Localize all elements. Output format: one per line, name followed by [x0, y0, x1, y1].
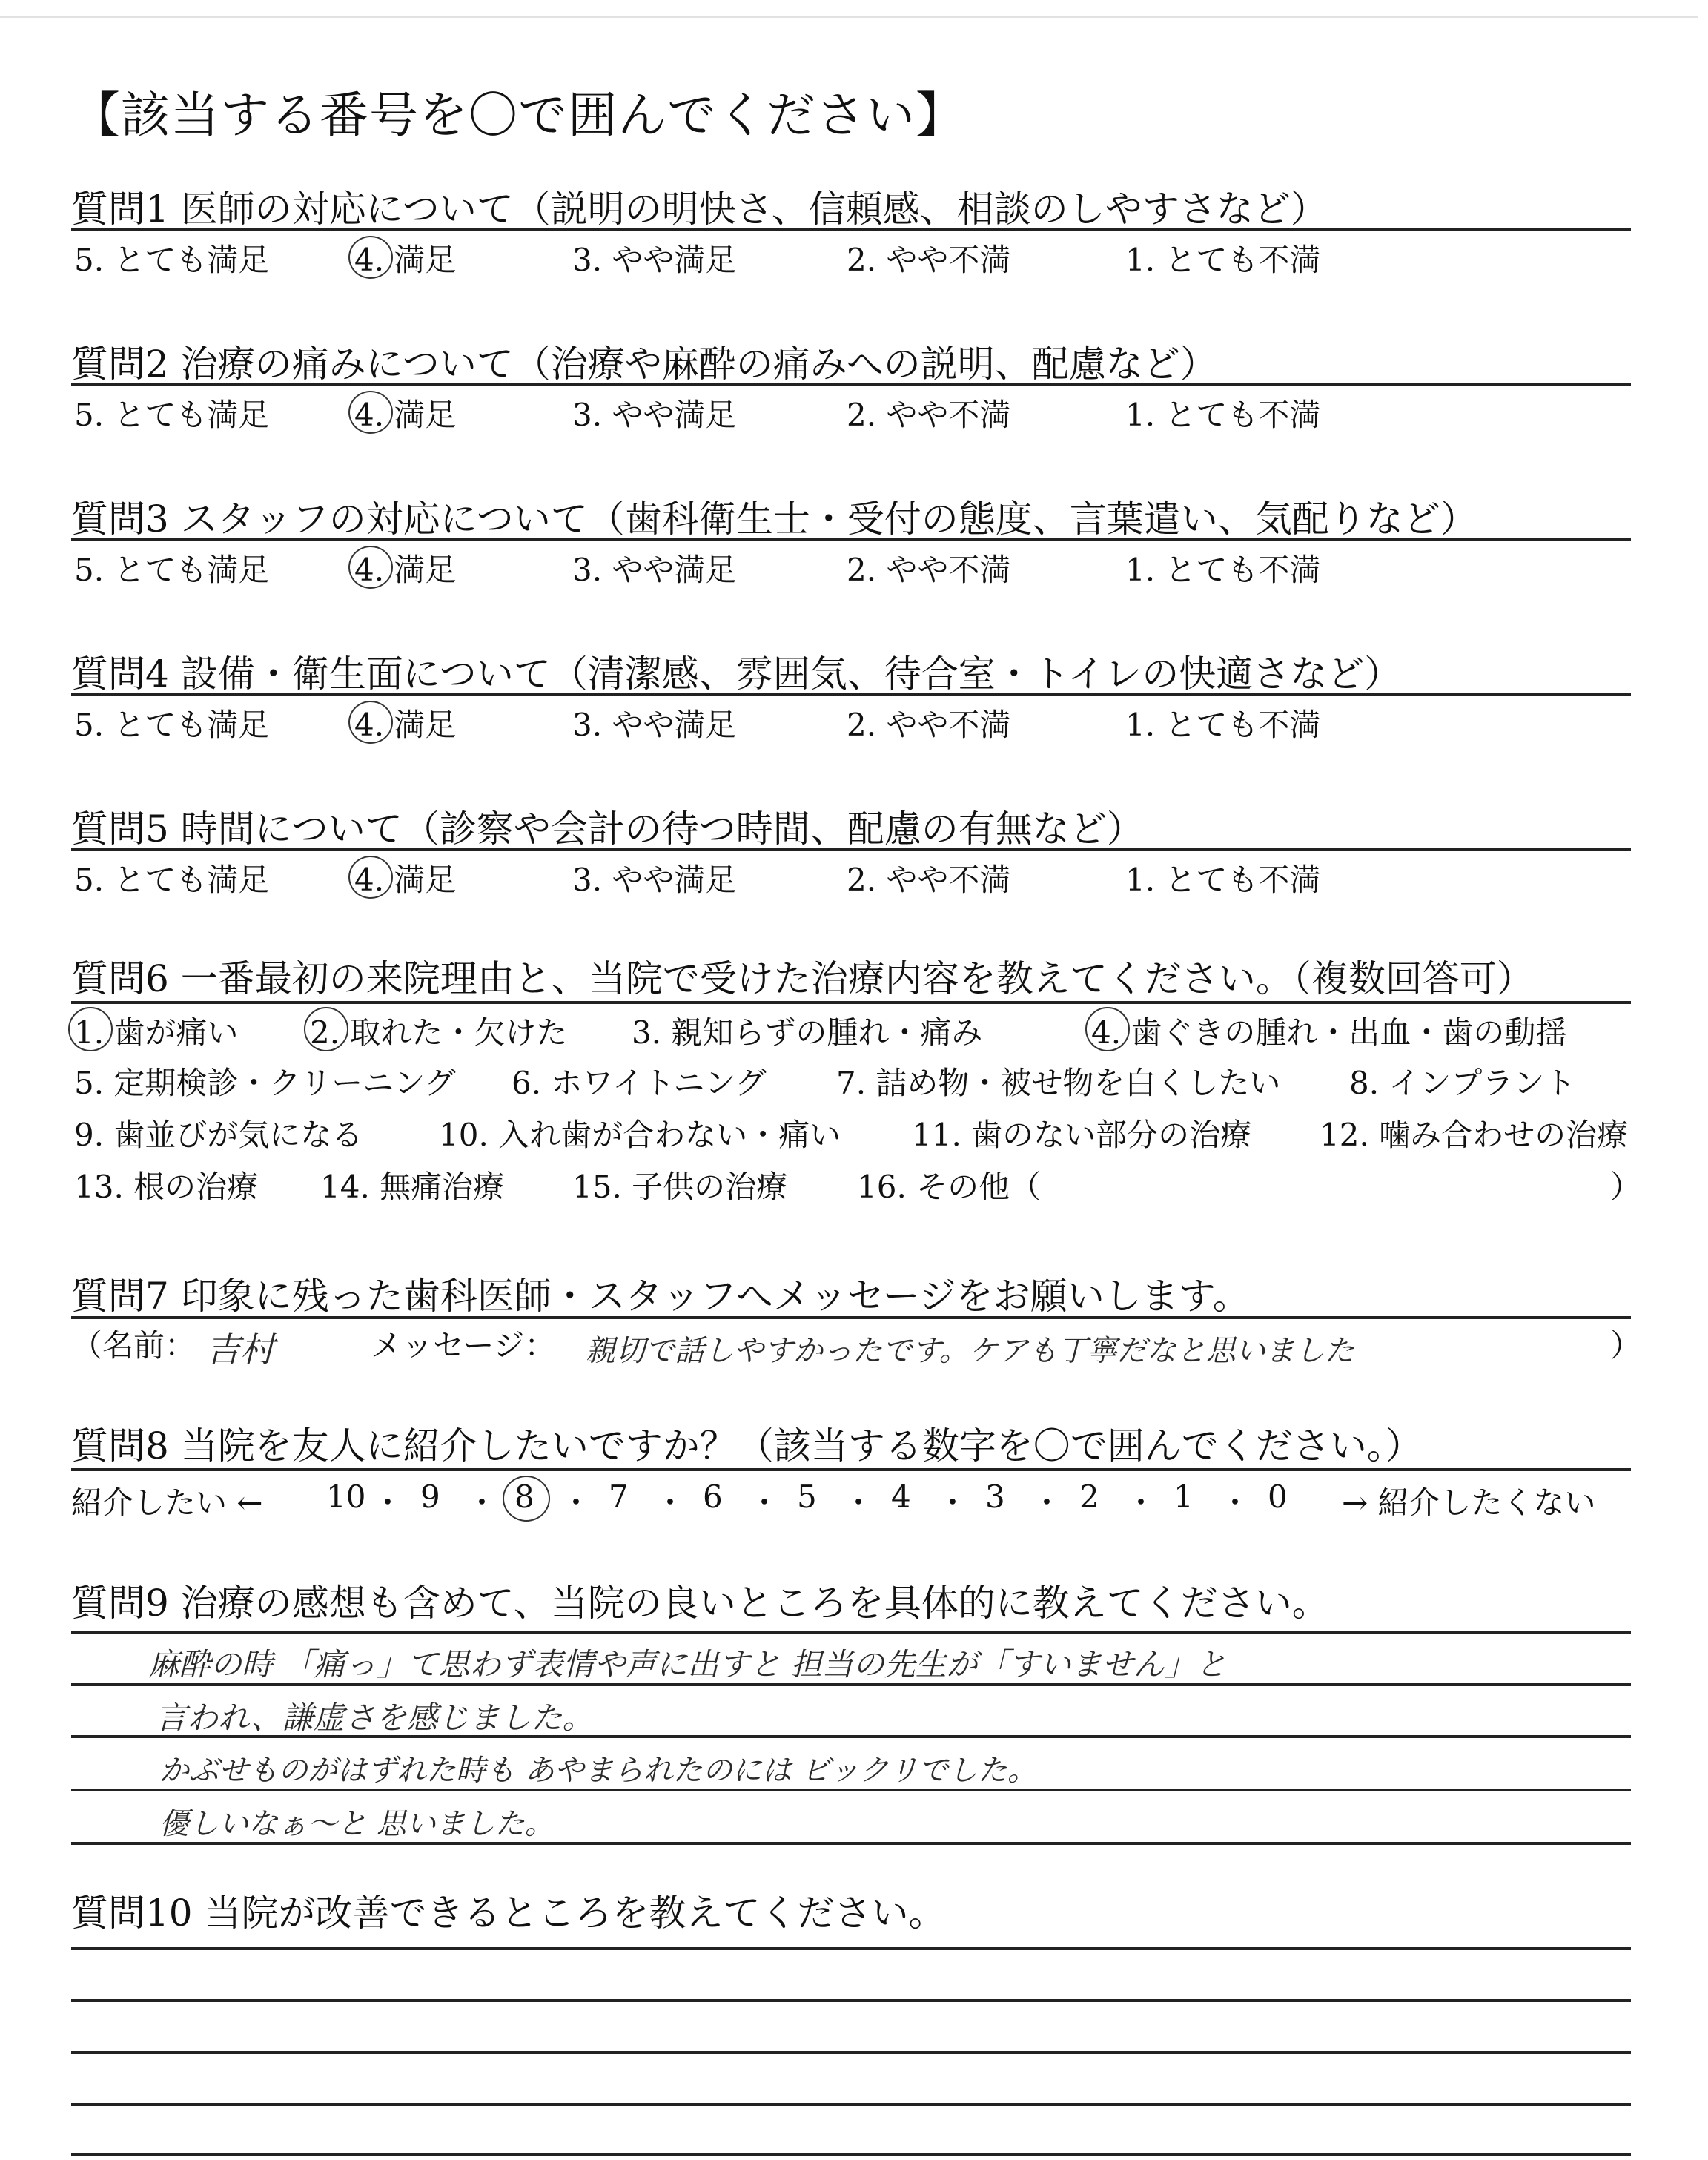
q3-rule	[71, 538, 1631, 541]
q8-rule	[71, 1468, 1631, 1471]
q6-option-13[interactable]: 13. 根の治療	[74, 1169, 259, 1205]
q6-selection-circle	[304, 1007, 348, 1051]
q1-title: 質問1 医師の対応について（説明の明快さ、信頼感、相談のしやすさなど）	[71, 188, 1328, 231]
q8-title: 質問8 当院を友人に紹介したいですか？（該当する数字を〇で囲んでください。）	[71, 1424, 1423, 1467]
q7-name-value[interactable]: 吉村	[206, 1330, 274, 1370]
q2-title: 質問2 治療の痛みについて（治療や麻酔の痛みへの説明、配慮など）	[71, 343, 1217, 386]
q2-option-1[interactable]: 1. とても不満	[1125, 397, 1321, 433]
q10-rule-0	[71, 1947, 1631, 1950]
q10-rule-3	[71, 2103, 1631, 2106]
q3-selection-circle	[348, 546, 393, 589]
q1-option-4[interactable]: 4. 満足	[354, 242, 457, 278]
q4-rule	[71, 693, 1631, 696]
q5-option-4[interactable]: 4. 満足	[354, 862, 457, 898]
q6-option-1[interactable]: 1. 歯が痛い	[74, 1014, 239, 1051]
q6-option-3[interactable]: 3. 親知らずの腫れ・痛み	[632, 1014, 983, 1051]
q8-scale-2[interactable]: 2	[1079, 1479, 1099, 1515]
q8-scale-9[interactable]: 9	[420, 1479, 440, 1515]
q9-line-4[interactable]: 優しいなぁ～と 思いました。	[159, 1807, 555, 1841]
q4-option-2[interactable]: 2. やや不満	[847, 707, 1011, 743]
q4-selection-circle	[348, 701, 393, 744]
q2-option-2[interactable]: 2. やや不満	[847, 397, 1011, 433]
q5-option-1[interactable]: 1. とても不満	[1125, 862, 1321, 898]
q8-scale-4[interactable]: 4	[891, 1479, 911, 1515]
q8-scale-8[interactable]: 8	[514, 1479, 534, 1515]
q1-option-2[interactable]: 2. やや不満	[847, 242, 1011, 278]
q2-option-3[interactable]: 3. やや満足	[572, 397, 737, 433]
q5-option-5[interactable]: 5. とても満足	[74, 862, 270, 898]
q6-option-9[interactable]: 9. 歯並びが気になる	[74, 1117, 363, 1153]
q8-scale-6[interactable]: 6	[703, 1479, 723, 1515]
q3-option-4[interactable]: 4. 満足	[354, 552, 457, 588]
q9-title: 質問9 治療の感想も含めて、当院の良いところを具体的に教えてください。	[71, 1582, 1329, 1625]
q3-option-2[interactable]: 2. やや不満	[847, 552, 1011, 588]
form-header: 【該当する番号を〇で囲んでください】	[71, 87, 965, 144]
q9-line-3[interactable]: かぶせものがはずれた時も あやまられたのには ビックリでした。	[159, 1754, 1037, 1788]
q5-rule	[71, 848, 1631, 851]
q8-scale-1[interactable]: 1	[1174, 1479, 1194, 1515]
q1-rule	[71, 228, 1631, 231]
q6-option-2[interactable]: 2. 取れた・欠けた	[310, 1014, 568, 1051]
q1-option-1[interactable]: 1. とても不満	[1125, 242, 1321, 278]
q10-rule-2	[71, 2051, 1631, 2054]
q3-option-1[interactable]: 1. とても不満	[1125, 552, 1321, 588]
q6-option-14[interactable]: 14. 無痛治療	[320, 1169, 505, 1205]
q8-scale-0[interactable]: 0	[1268, 1479, 1288, 1515]
q5-title: 質問5 時間について（診察や会計の待つ時間、配慮の有無など）	[71, 807, 1144, 851]
q8-separator: ・	[1031, 1484, 1063, 1521]
q7-close-paren: ）	[1610, 1327, 1642, 1364]
q6-option-5[interactable]: 5. 定期検診・クリーニング	[74, 1065, 456, 1101]
q3-option-3[interactable]: 3. やや満足	[572, 552, 737, 588]
q4-title: 質問4 設備・衛生面について（清潔感、雰囲気、待合室・トイレの快適さなど）	[71, 653, 1402, 696]
q10-rule-4	[71, 2153, 1631, 2156]
q8-separator: ・	[1219, 1484, 1251, 1521]
q8-selection-circle	[503, 1476, 550, 1522]
q6-title: 質問6 一番最初の来院理由と、当院で受けた治療内容を教えてください。（複数回答可）	[71, 957, 1534, 1000]
q6-option-15[interactable]: 15. 子供の治療	[572, 1169, 788, 1205]
q4-option-4[interactable]: 4. 満足	[354, 707, 457, 743]
q6-option-8[interactable]: 8. インプラント	[1349, 1065, 1576, 1101]
q9-rule-0	[71, 1631, 1631, 1634]
scan-edge	[0, 16, 1698, 18]
q5-option-3[interactable]: 3. やや満足	[572, 862, 737, 898]
q7-message-value[interactable]: 親切で話しやすかったです。ケアも丁寧だなと思いました	[586, 1334, 1354, 1368]
q6-option-10[interactable]: 10. 入れ歯が合わない・痛い	[439, 1117, 841, 1153]
q8-scale-5[interactable]: 5	[797, 1479, 817, 1515]
q3-option-5[interactable]: 5. とても満足	[74, 552, 270, 588]
q10-rule-1	[71, 1999, 1631, 2002]
q6-rule	[71, 1001, 1631, 1004]
q8-scale-7[interactable]: 7	[609, 1479, 629, 1515]
q8-scale-10[interactable]: 10	[326, 1479, 366, 1515]
q4-option-3[interactable]: 3. やや満足	[572, 707, 737, 743]
q6-close-paren: ）	[1610, 1169, 1642, 1205]
q6-selection-circle	[68, 1007, 113, 1051]
q2-option-5[interactable]: 5. とても満足	[74, 397, 270, 433]
q5-option-2[interactable]: 2. やや不満	[847, 862, 1011, 898]
q7-name-label: （名前：	[71, 1327, 196, 1364]
q9-line-1[interactable]: 麻酔の時 「痛っ」て思わず表情や声に出すと 担当の先生が「すいません」と	[148, 1646, 1227, 1682]
q2-option-4[interactable]: 4. 満足	[354, 397, 457, 433]
q7-message-label: メッセージ：	[371, 1327, 556, 1364]
q2-rule	[71, 383, 1631, 386]
q1-option-5[interactable]: 5. とても満足	[74, 242, 270, 278]
q1-option-3[interactable]: 3. やや満足	[572, 242, 737, 278]
q4-option-1[interactable]: 1. とても不満	[1125, 707, 1321, 743]
q7-title: 質問7 印象に残った歯科医師・スタッフへメッセージをお願いします。	[71, 1275, 1250, 1318]
q8-separator: ・	[843, 1484, 875, 1521]
q7-rule	[71, 1316, 1631, 1319]
q10-title: 質問10 当院が改善できるところを教えてください。	[71, 1892, 946, 1935]
q4-option-5[interactable]: 5. とても満足	[74, 707, 270, 743]
q8-separator: ・	[466, 1484, 498, 1521]
q8-separator: ・	[372, 1484, 404, 1521]
q5-selection-circle	[348, 856, 393, 899]
q6-option-6[interactable]: 6. ホワイトニング	[512, 1065, 767, 1101]
q8-separator: ・	[749, 1484, 781, 1521]
q1-selection-circle	[348, 236, 393, 279]
q8-separator: ・	[655, 1484, 686, 1521]
q2-selection-circle	[348, 391, 393, 434]
q8-separator: ・	[560, 1484, 592, 1521]
q6-option-4[interactable]: 4. 歯ぐきの腫れ・出血・歯の動揺	[1091, 1014, 1567, 1051]
q9-line-2[interactable]: 言われ、謙虚さを感じました。	[156, 1700, 594, 1736]
q6-option-16[interactable]: 16. その他（	[857, 1169, 1042, 1205]
q8-separator: ・	[937, 1484, 969, 1521]
q3-title: 質問3 スタッフの対応について（歯科衛生士・受付の態度、言葉遣い、気配りなど）	[71, 498, 1477, 541]
q8-left-label: 紹介したい ←	[71, 1484, 263, 1521]
q8-separator: ・	[1125, 1484, 1157, 1521]
q6-option-7[interactable]: 7. 詰め物・被せ物を白くしたい	[836, 1065, 1281, 1101]
q8-scale-3[interactable]: 3	[985, 1479, 1005, 1515]
q6-option-11[interactable]: 11. 歯のない部分の治療	[912, 1117, 1252, 1153]
q8-right-label: → 紹介したくない	[1342, 1484, 1596, 1521]
q6-option-12[interactable]: 12. 噛み合わせの治療	[1320, 1117, 1629, 1153]
q6-selection-circle	[1085, 1007, 1130, 1051]
